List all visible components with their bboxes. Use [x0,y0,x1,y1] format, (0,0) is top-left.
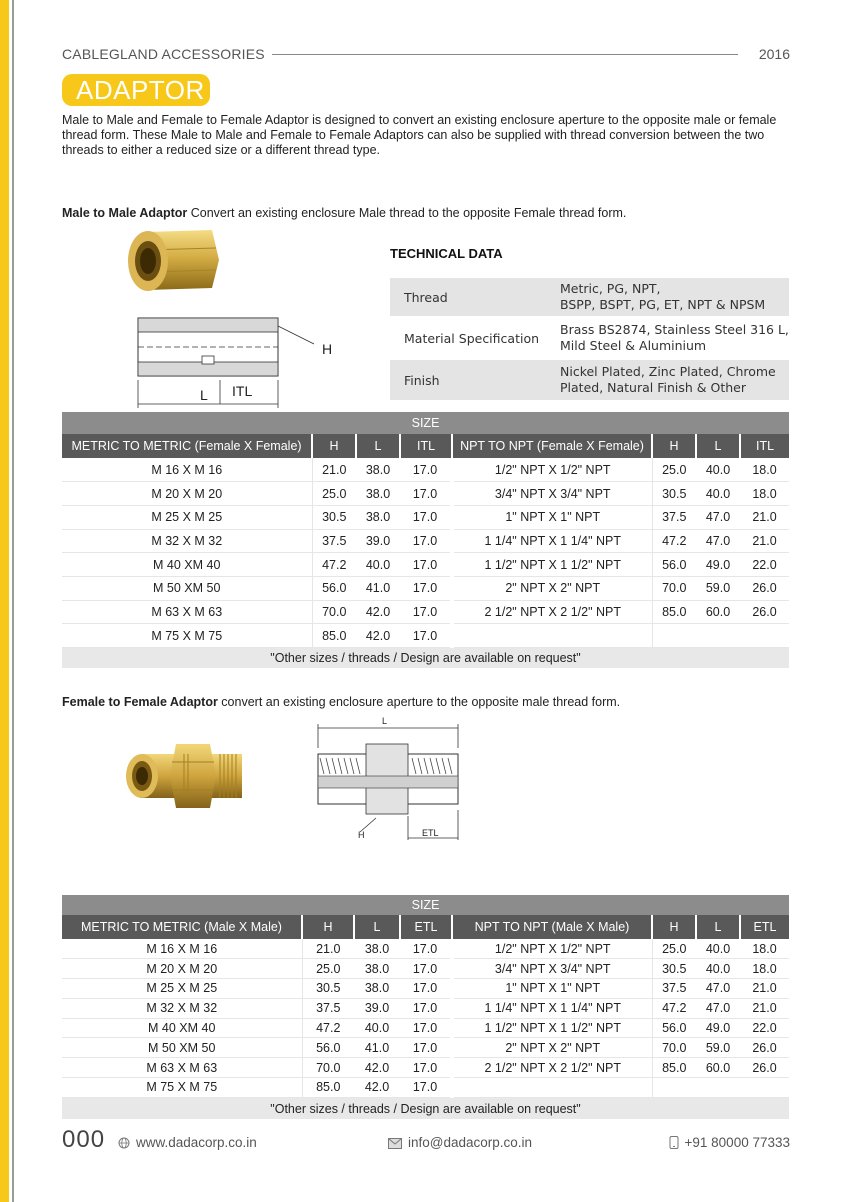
table-cell: 85.0 [652,1058,696,1078]
section-female-heading [62,695,620,709]
tech-value [560,322,789,354]
size-header-row [62,412,789,434]
col-npt-itl: ITL [740,434,789,458]
table-cell: 17.0 [400,1018,452,1038]
table-cell: 21.0 [740,998,789,1018]
table-cell: 17.0 [400,959,452,979]
col-itl: ITL [400,434,452,458]
table-cell: 37.5 [652,979,696,999]
table-cell [740,624,789,648]
table-row [62,553,789,577]
table-cell: 3/4" NPT X 3/4" NPT [452,959,652,979]
table-cell: 17.0 [400,1058,452,1078]
header-year: 2016 [758,46,790,62]
table-cell: 17.0 [400,505,452,529]
size-table-female [62,412,789,668]
table-cell: 22.0 [740,1018,789,1038]
table-cell: 40.0 [696,458,740,482]
table-row [62,458,789,482]
table-cell: 59.0 [696,576,740,600]
table-cell: 25.0 [302,959,354,979]
table-row [62,1038,789,1058]
footer-website[interactable] [118,1135,257,1150]
table-row [62,1018,789,1038]
table-cell: 42.0 [354,1078,400,1098]
table-cell: 38.0 [354,959,400,979]
section-male-bold: Male to Male Adaptor [62,206,188,220]
table-cell: 47.2 [652,529,696,553]
table-cell: 1 1/2" NPT X 1 1/2" NPT [452,553,652,577]
intro-paragraph: Male to Male and Female to Female Adaptor is designed to convert an existing enclosure aperture to the opposite male or female thread form. These Male to Male and Female to Female Adaptors can also be supplied with thread conversion between the two threads to either a reduced size or a different thread type. [62,113,777,157]
table-cell: M 20 X M 20 [62,482,312,506]
table-cell: 30.5 [302,979,354,999]
table-row [62,939,789,959]
col-npt-h: H [652,915,696,939]
table-cell: 41.0 [354,1038,400,1058]
table-cell: 1 1/4" NPT X 1 1/4" NPT [452,998,652,1018]
table-cell: 30.5 [312,505,356,529]
table-cell: 26.0 [740,1058,789,1078]
header-divider [272,54,738,55]
globe-icon [118,1137,130,1149]
table-cell: 1/2" NPT X 1/2" NPT [452,939,652,959]
table-row [62,600,789,624]
tech-value [560,364,789,396]
table-cell: 18.0 [740,959,789,979]
availability-note: "Other sizes / threads / Design are available on request" [62,648,789,668]
table-cell: 37.5 [302,998,354,1018]
footer-phone[interactable] [669,1135,790,1150]
table-cell: 26.0 [740,600,789,624]
table-cell: 38.0 [354,939,400,959]
table-row [62,979,789,999]
email-text: info@dadacorp.co.in [408,1135,533,1150]
table-cell: 1" NPT X 1" NPT [452,505,652,529]
table-cell: 25.0 [312,482,356,506]
table-cell: 17.0 [400,1078,452,1098]
table-cell: M 20 X M 20 [62,959,302,979]
col-l: L [354,915,400,939]
table-cell: 47.2 [302,1018,354,1038]
table-cell: 60.0 [696,600,740,624]
table-cell [652,624,696,648]
female-adaptor-drawing [124,312,340,412]
table-cell: 21.0 [740,529,789,553]
table-cell: 40.0 [354,1018,400,1038]
tech-value-line1: Metric, PG, NPT, [560,281,661,296]
table-row [62,1078,789,1098]
table-cell: M 25 X M 25 [62,979,302,999]
availability-note-row [62,648,789,668]
table-cell [452,624,652,648]
technical-data-title: TECHNICAL DATA [390,246,503,261]
table-cell: 47.0 [696,505,740,529]
table-cell: 2 1/2" NPT X 2 1/2" NPT [452,600,652,624]
table-cell: 56.0 [652,553,696,577]
size-header-row [62,895,789,915]
footer-email[interactable] [388,1135,532,1150]
table-cell: 42.0 [354,1058,400,1078]
table-cell: M 16 X M 16 [62,458,312,482]
table-cell: 3/4" NPT X 3/4" NPT [452,482,652,506]
table-cell [696,624,740,648]
table-row [62,529,789,553]
tech-label: Thread [404,289,448,305]
col-npt: NPT TO NPT (Female X Female) [452,434,652,458]
table-cell: 70.0 [312,600,356,624]
table-cell: 26.0 [740,576,789,600]
table-cell: 40.0 [696,959,740,979]
table-cell: M 63 X M 63 [62,1058,302,1078]
table-row [62,1058,789,1078]
table-row [62,624,789,648]
page-footer [62,1126,790,1156]
table-cell: 85.0 [652,600,696,624]
table-cell: 60.0 [696,1058,740,1078]
table-cell: 18.0 [740,939,789,959]
table-cell: 1" NPT X 1" NPT [452,979,652,999]
table-cell: 37.5 [652,505,696,529]
tech-label: Material Specification [404,330,540,346]
column-header-row [62,434,789,458]
table-cell: 49.0 [696,1018,740,1038]
table-cell: 2" NPT X 2" NPT [452,576,652,600]
table-cell: M 40 XM 40 [62,1018,302,1038]
table-cell: 39.0 [356,529,400,553]
table-cell: 70.0 [302,1058,354,1078]
table-cell: 38.0 [354,979,400,999]
table-cell: M 50 XM 50 [62,576,312,600]
table-cell: 40.0 [356,553,400,577]
table-cell [696,1078,740,1098]
col-npt: NPT TO NPT (Male X Male) [452,915,652,939]
website-text: www.dadacorp.co.in [136,1135,257,1150]
tech-row-material [390,319,789,357]
section-male-heading [62,206,626,220]
table-cell: 2 1/2" NPT X 2 1/2" NPT [452,1058,652,1078]
table-cell: M 63 X M 63 [62,600,312,624]
table-cell: 47.2 [652,998,696,1018]
table-cell [652,1078,696,1098]
size-table-male [62,895,789,1119]
table-cell: 47.0 [696,979,740,999]
table-cell: 17.0 [400,939,452,959]
table-cell: M 40 XM 40 [62,553,312,577]
sidebar-stripe [0,0,22,1202]
table-cell: 70.0 [652,576,696,600]
table-cell: M 75 X M 75 [62,1078,302,1098]
table-cell: 1/2" NPT X 1/2" NPT [452,458,652,482]
header-section-title: CABLEGLAND ACCESSORIES [62,46,265,62]
table-cell: 40.0 [696,939,740,959]
table-cell: 21.0 [312,458,356,482]
tech-value-line1: Nickel Plated, Zinc Plated, Chrome [560,364,776,379]
col-npt-l: L [696,434,740,458]
table-cell: 41.0 [356,576,400,600]
table-cell: 56.0 [302,1038,354,1058]
availability-note-row [62,1097,789,1119]
table-cell: 26.0 [740,1038,789,1058]
table-cell: 38.0 [356,458,400,482]
mail-icon [388,1138,402,1149]
table-cell: 30.5 [652,482,696,506]
col-metric: METRIC TO METRIC (Male X Male) [62,915,302,939]
tech-row-thread [390,278,789,316]
table-cell: 47.0 [696,998,740,1018]
dim2-etl-label: ETL [422,828,439,838]
section-male-text: Convert an existing enclosure Male thread to the opposite Female thread form. [187,206,627,220]
table-cell [452,1078,652,1098]
column-header-row [62,915,789,939]
table-cell: 17.0 [400,576,452,600]
dim-l-label: L [200,387,208,403]
table-cell: 40.0 [696,482,740,506]
table-cell: 17.0 [400,979,452,999]
table-cell: M 16 X M 16 [62,939,302,959]
table-cell: 30.5 [652,959,696,979]
table-cell: 38.0 [356,505,400,529]
dim-h-label: H [322,341,333,357]
table-cell: M 32 X M 32 [62,998,302,1018]
col-npt-l: L [696,915,740,939]
availability-note: "Other sizes / threads / Design are available on request" [62,1097,789,1119]
page-number: 000 [62,1126,106,1153]
col-l: L [356,434,400,458]
tech-label: Finish [404,372,440,388]
table-cell: 59.0 [696,1038,740,1058]
table-cell: 25.0 [652,458,696,482]
table-cell: 17.0 [400,1038,452,1058]
table-cell: 1 1/2" NPT X 1 1/2" NPT [452,1018,652,1038]
table-cell: 22.0 [740,553,789,577]
table-cell: 21.0 [302,939,354,959]
table-cell: 18.0 [740,482,789,506]
tech-value-line2: BSPP, BSPT, PG, ET, NPT & NPSM [560,297,766,312]
table-cell: 17.0 [400,600,452,624]
table-row [62,576,789,600]
table-cell: 70.0 [652,1038,696,1058]
col-npt-h: H [652,434,696,458]
tech-row-finish [390,360,789,400]
table-row [62,482,789,506]
table-cell: 1 1/4" NPT X 1 1/4" NPT [452,529,652,553]
tech-value-line2: Mild Steel & Aluminium [560,338,707,353]
female-female-adaptor-photo [126,226,220,296]
table-cell: 25.0 [652,939,696,959]
table-cell: 17.0 [400,553,452,577]
table-cell: 17.0 [400,998,452,1018]
table-cell: 42.0 [356,624,400,648]
table-cell: 85.0 [302,1078,354,1098]
table-cell: 47.0 [696,529,740,553]
tech-value-line2: Plated, Natural Finish & Other [560,380,746,395]
col-h: H [302,915,354,939]
technical-data-table [390,278,789,403]
table-cell [740,1078,789,1098]
table-cell: 49.0 [696,553,740,577]
table-cell: M 50 XM 50 [62,1038,302,1058]
table-cell: 56.0 [312,576,356,600]
page-title: ADAPTOR [62,74,210,106]
male-male-adaptor-photo [124,740,246,812]
col-npt-etl: ETL [740,915,789,939]
phone-icon [669,1136,679,1149]
dim2-h-label: H [358,830,365,840]
table-cell: 2" NPT X 2" NPT [452,1038,652,1058]
table-cell: 39.0 [354,998,400,1018]
size-label: SIZE [62,895,789,915]
table-cell: 85.0 [312,624,356,648]
table-cell: 38.0 [356,482,400,506]
table-row [62,998,789,1018]
dim2-l-label: L [382,716,388,726]
table-cell: 21.0 [740,979,789,999]
table-cell: 17.0 [400,458,452,482]
table-cell: M 75 X M 75 [62,624,312,648]
col-metric: METRIC TO METRIC (Female X Female) [62,434,312,458]
table-cell: 37.5 [312,529,356,553]
table-cell: 47.2 [312,553,356,577]
table-row [62,505,789,529]
size-label: SIZE [62,412,789,434]
col-etl: ETL [400,915,452,939]
table-row [62,959,789,979]
table-cell: 17.0 [400,482,452,506]
table-cell: 18.0 [740,458,789,482]
phone-text: +91 80000 77333 [684,1135,790,1150]
section-female-bold: Female to Female Adaptor [62,695,218,709]
table-cell: M 25 X M 25 [62,505,312,529]
tech-value [560,281,789,313]
page-header [62,44,790,64]
table-cell: M 32 X M 32 [62,529,312,553]
male-adaptor-drawing [300,714,470,846]
table-cell: 42.0 [356,600,400,624]
col-h: H [312,434,356,458]
section-female-text: convert an existing enclosure aperture to the opposite male thread form. [217,695,621,709]
table-cell: 17.0 [400,529,452,553]
dim-itl-label: ITL [232,383,253,399]
tech-value-line1: Brass BS2874, Stainless Steel 316 L, [560,322,789,337]
table-cell: 21.0 [740,505,789,529]
table-cell: 17.0 [400,624,452,648]
table-cell: 56.0 [652,1018,696,1038]
